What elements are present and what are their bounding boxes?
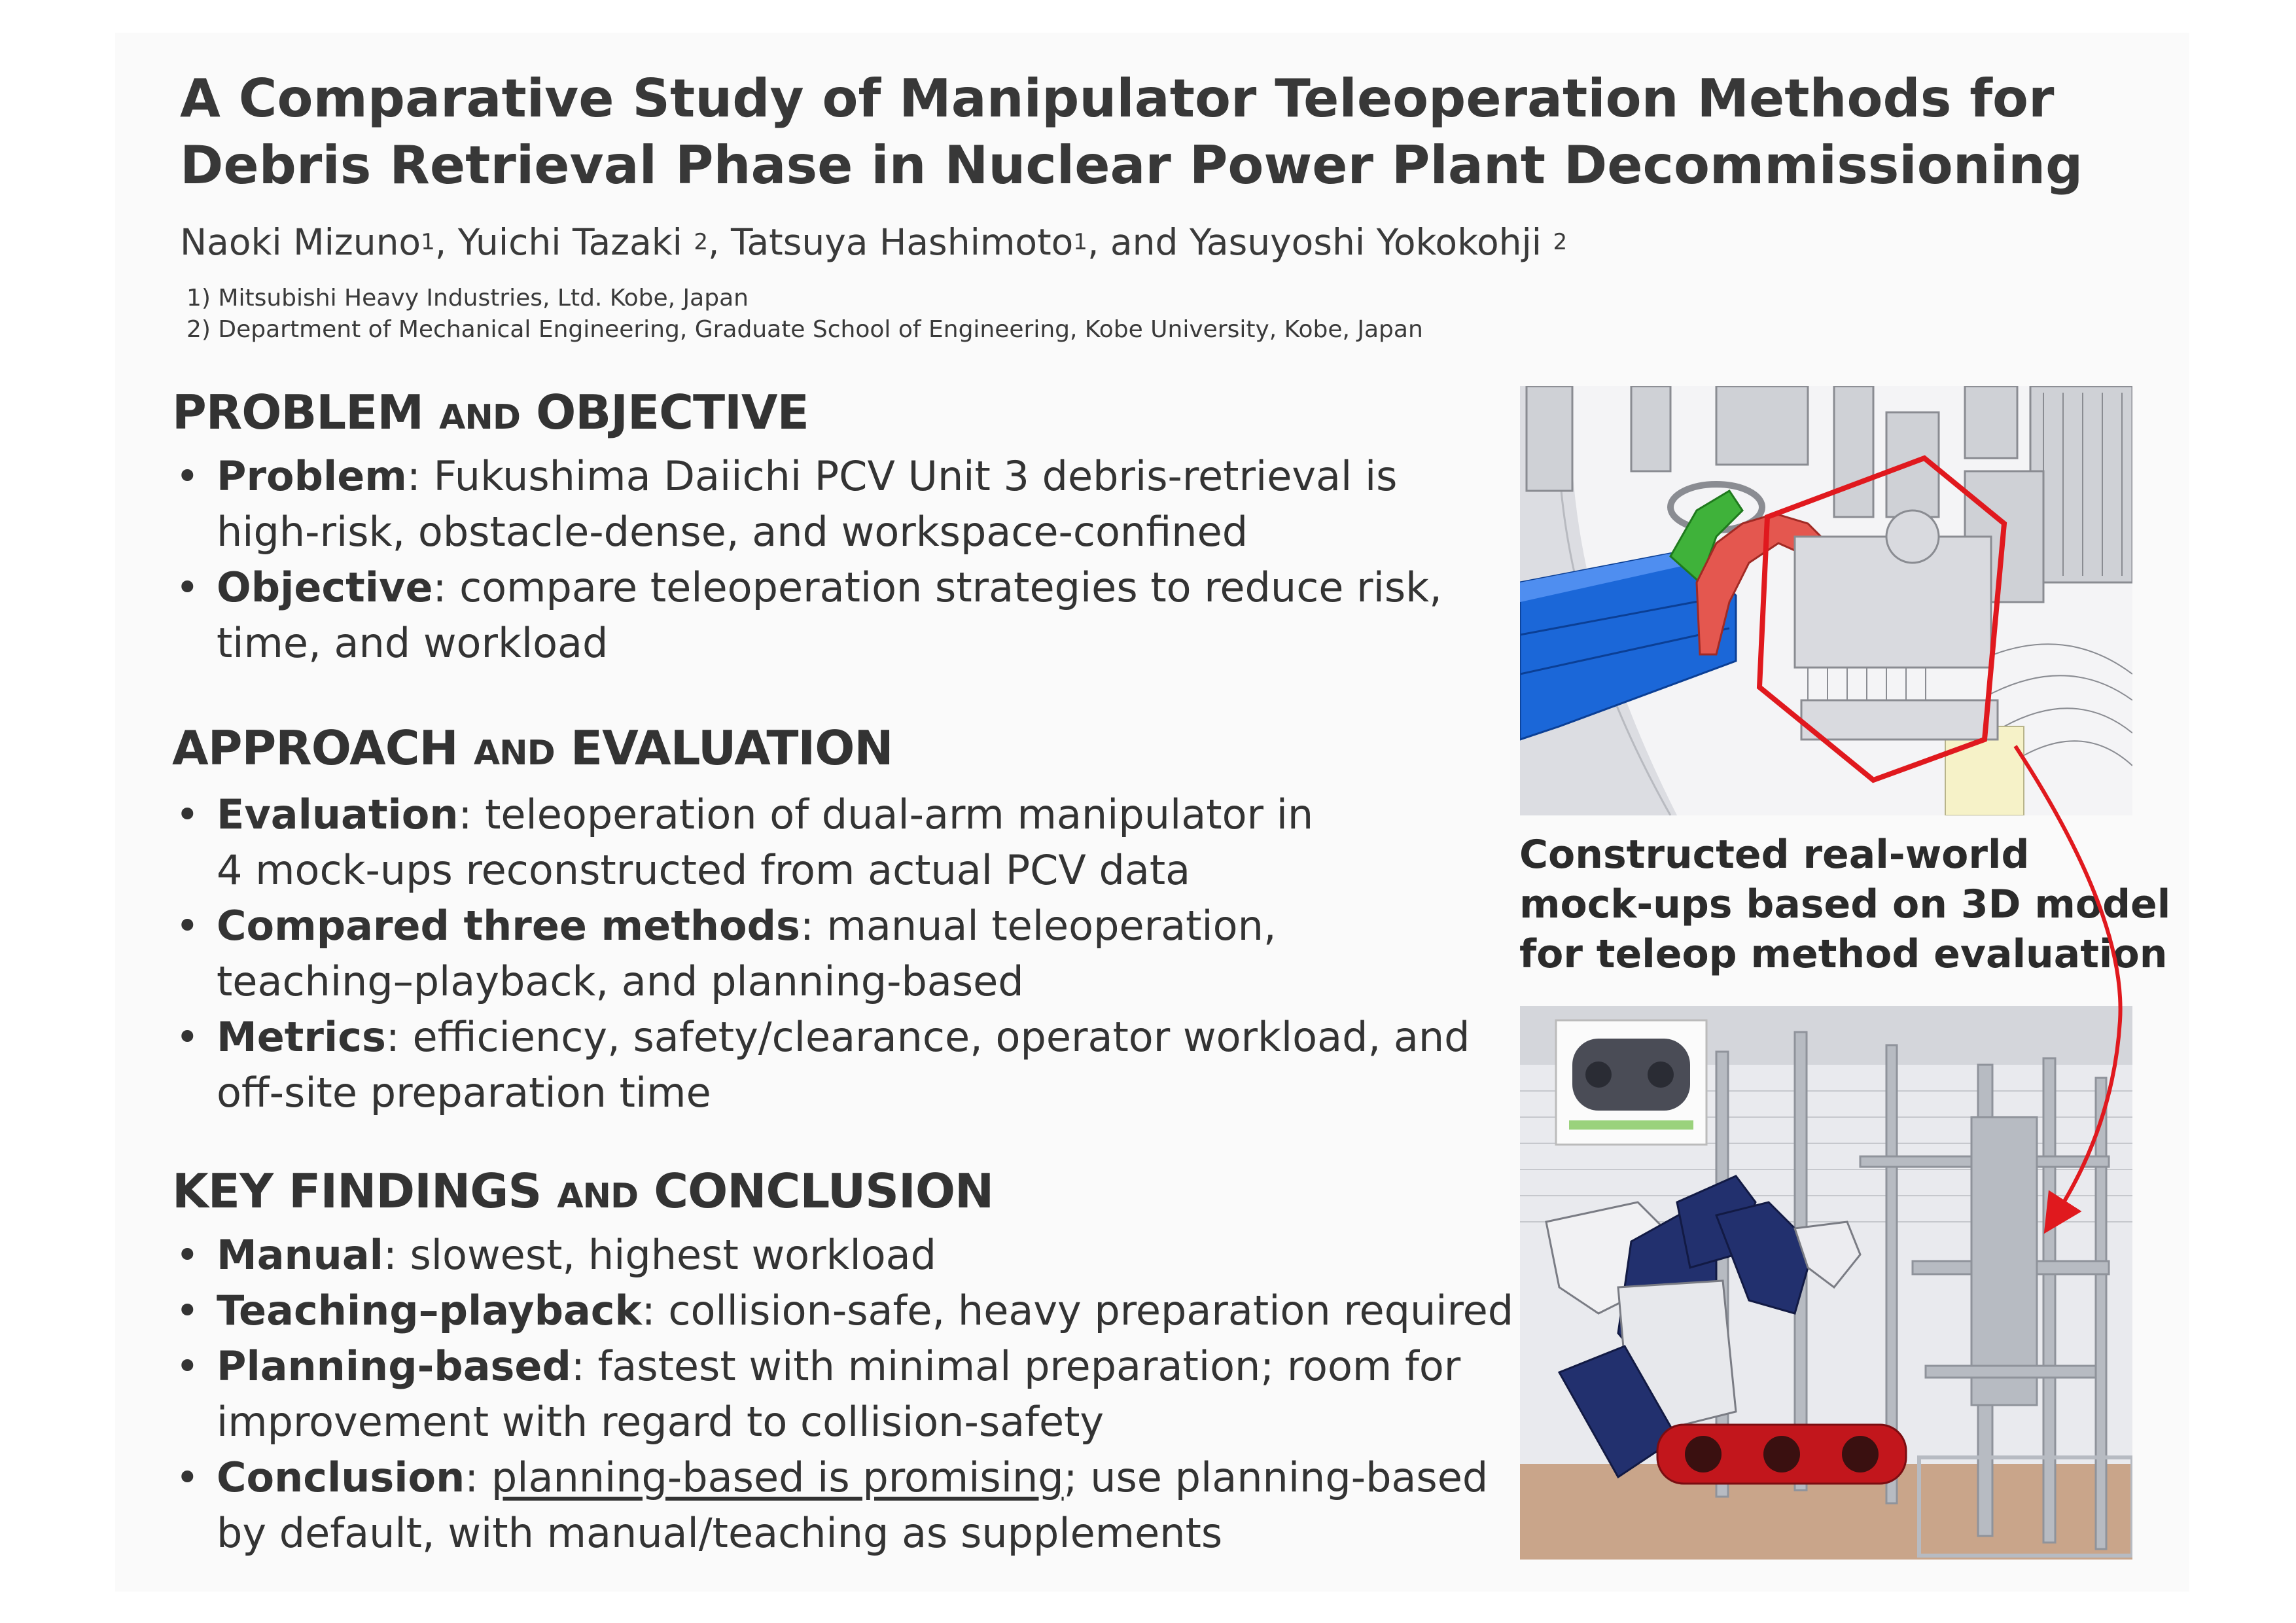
title-line-1: A Comparative Study of Manipulator Teleoperation Methods for bbox=[180, 68, 2055, 129]
bullet-dot-icon: • bbox=[175, 791, 200, 838]
bullet-term: Evaluation bbox=[217, 791, 459, 838]
bullet-text: : collision-safe, heavy preparation required bbox=[641, 1287, 1514, 1334]
bullet-term: Objective bbox=[217, 563, 433, 611]
figure-caption bbox=[1519, 830, 2170, 979]
bullet-text: : teleoperation of dual-arm manipulator in bbox=[458, 791, 1314, 838]
author-separator: , bbox=[434, 221, 458, 263]
bullet-line bbox=[217, 1338, 1500, 1394]
bullet-item bbox=[172, 1450, 1500, 1561]
author-affiliation-mark: 2 bbox=[694, 229, 709, 255]
author-name: Yuichi Tazaki bbox=[457, 221, 694, 263]
heading-text: OBJECTIVE bbox=[520, 385, 809, 440]
bullet-line bbox=[217, 1009, 1500, 1065]
heading-text: PROBLEM bbox=[172, 385, 440, 440]
bullet-item bbox=[172, 787, 1500, 898]
bullet-item bbox=[172, 1283, 1514, 1338]
mockup-photo-illustration bbox=[1520, 1006, 2132, 1560]
bullet-item bbox=[172, 448, 1500, 560]
heading-text: KEY FINDINGS bbox=[172, 1164, 557, 1219]
paper-title bbox=[180, 65, 2083, 199]
heading-text: APPROACH bbox=[172, 721, 474, 776]
bullet-text: : Fukushima Daiichi PCV Unit 3 debris-retrieval is bbox=[406, 452, 1398, 500]
bullet-item bbox=[172, 1009, 1500, 1120]
bullet-line: time, and workload bbox=[217, 619, 609, 667]
bullet-line bbox=[217, 448, 1500, 504]
heading-text: EVALUATION bbox=[554, 721, 893, 776]
bullet-text: : slowest, highest workload bbox=[383, 1231, 937, 1279]
author-name: Yasuyoshi Yokokohji bbox=[1189, 221, 1553, 263]
cad-model-figure bbox=[1520, 386, 2132, 815]
author-separator: , and bbox=[1087, 221, 1190, 263]
bullet-line: high-risk, obstacle-dense, and workspace-confined bbox=[217, 508, 1248, 556]
bullet-item bbox=[172, 1227, 1500, 1283]
bullet-text: ; use planning-based bbox=[1063, 1454, 1489, 1501]
bullet-line: by default, with manual/teaching as supplements bbox=[217, 1509, 1223, 1557]
bullet-term: Manual bbox=[217, 1231, 383, 1279]
bullet-line bbox=[217, 1227, 1500, 1283]
author-affiliation-mark: 1 bbox=[421, 229, 435, 255]
findings-bullet-list bbox=[172, 1227, 1514, 1561]
author-affiliation-mark: 1 bbox=[1073, 229, 1087, 255]
bullet-dot-icon: • bbox=[175, 1231, 200, 1279]
cad-model-illustration bbox=[1520, 386, 2132, 815]
bullet-term: Metrics bbox=[217, 1013, 386, 1061]
bullet-dot-icon: • bbox=[175, 1013, 200, 1061]
affiliations bbox=[186, 283, 1423, 346]
heading-and: AND bbox=[557, 1177, 639, 1216]
affiliation-1: 1) Mitsubishi Heavy Industries, Ltd. Kobe, Japan bbox=[186, 285, 749, 312]
heading-and: AND bbox=[473, 734, 555, 773]
bullet-line: 4 mock-ups reconstructed from actual PCV data bbox=[217, 846, 1191, 894]
author-list bbox=[180, 219, 1567, 270]
bullet-line: teaching–playback, and planning-based bbox=[217, 957, 1024, 1005]
bullet-text: : efficiency, safety/clearance, operator workload, and bbox=[385, 1013, 1470, 1061]
bullet-term: Planning-based bbox=[217, 1342, 571, 1390]
bullet-line bbox=[217, 898, 1500, 954]
bullet-item bbox=[172, 1338, 1500, 1450]
bullet-dot-icon: • bbox=[175, 1454, 200, 1501]
bullet-line bbox=[217, 1283, 1514, 1338]
heading-text: CONCLUSION bbox=[638, 1164, 994, 1219]
bullet-dot-icon: • bbox=[175, 1342, 200, 1390]
bullet-item bbox=[172, 898, 1500, 1009]
section-heading-findings bbox=[172, 1162, 993, 1226]
underlined-conclusion: planning-based is promising bbox=[491, 1454, 1064, 1501]
author-separator: , bbox=[708, 221, 731, 263]
section-heading-problem bbox=[172, 383, 809, 447]
caption-line-1: Constructed real-world bbox=[1519, 832, 2030, 878]
bullet-line bbox=[217, 1450, 1500, 1505]
caption-line-2: mock-ups based on 3D model bbox=[1519, 882, 2171, 927]
bullet-term: Conclusion bbox=[217, 1454, 465, 1501]
caption-line-3: for teleop method evaluation bbox=[1519, 931, 2168, 977]
bullet-text: : bbox=[465, 1454, 491, 1501]
mockup-photo-figure bbox=[1520, 1006, 2132, 1560]
bullet-line: improvement with regard to collision-safety bbox=[217, 1398, 1104, 1446]
author-affiliation-mark: 2 bbox=[1553, 229, 1568, 255]
affiliation-2: 2) Department of Mechanical Engineering, Graduate School of Engineering, Kobe University, Kobe, Japan bbox=[186, 316, 1423, 343]
bullet-line bbox=[217, 787, 1500, 842]
bullet-item bbox=[172, 560, 1500, 671]
approach-bullet-list bbox=[172, 787, 1500, 1120]
bullet-dot-icon: • bbox=[175, 563, 200, 611]
bullet-text: : fastest with minimal preparation; room for bbox=[571, 1342, 1461, 1390]
author-name: Tatsuya Hashimoto bbox=[730, 221, 1074, 263]
bullet-text: : manual teleoperation, bbox=[800, 902, 1277, 950]
bullet-dot-icon: • bbox=[175, 902, 200, 950]
bullet-term: Problem bbox=[217, 452, 407, 500]
bullet-term: Compared three methods bbox=[217, 902, 800, 950]
section-heading-approach bbox=[172, 719, 893, 783]
title-line-2: Debris Retrieval Phase in Nuclear Power Plant Decommissioning bbox=[180, 135, 2083, 196]
bullet-term: Teaching–playback bbox=[217, 1287, 642, 1334]
problem-bullet-list bbox=[172, 448, 1500, 671]
bullet-text: : compare teleoperation strategies to reduce risk, bbox=[433, 563, 1442, 611]
bullet-dot-icon: • bbox=[175, 1287, 200, 1334]
bullet-dot-icon: • bbox=[175, 452, 200, 500]
heading-and: AND bbox=[439, 398, 521, 437]
author-name: Naoki Mizuno bbox=[180, 221, 421, 263]
bullet-line: off-site preparation time bbox=[217, 1069, 711, 1116]
bullet-line bbox=[217, 560, 1500, 615]
